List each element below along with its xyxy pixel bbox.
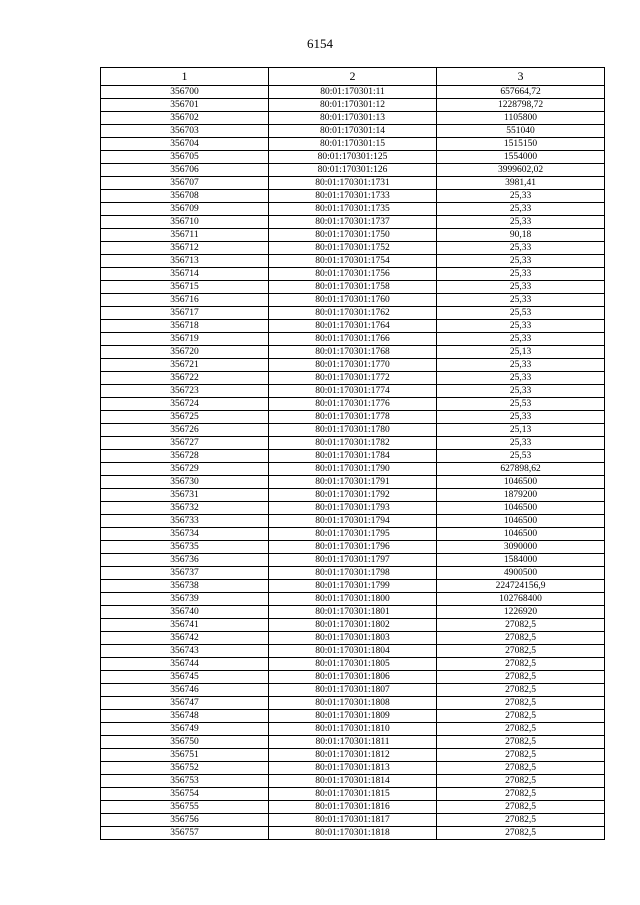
column-header-3: 3 (437, 68, 605, 86)
row-number-cell: 356751 (101, 749, 269, 762)
table-row (101, 203, 605, 216)
row-number-cell: 356757 (101, 827, 269, 840)
table-row (101, 86, 605, 99)
cadastral-number-cell: 80:01:170301:1756 (269, 268, 437, 281)
cadastral-number-cell: 80:01:170301:1772 (269, 372, 437, 385)
value-cell: 27082,5 (437, 671, 605, 684)
row-number-cell: 356708 (101, 190, 269, 203)
table-row (101, 346, 605, 359)
value-cell: 25,33 (437, 203, 605, 216)
value-cell: 25,33 (437, 437, 605, 450)
row-number-cell: 356756 (101, 814, 269, 827)
cadastral-number-cell: 80:01:170301:1793 (269, 502, 437, 515)
cadastral-number-cell: 80:01:170301:1800 (269, 593, 437, 606)
value-cell: 25,33 (437, 281, 605, 294)
row-number-cell: 356721 (101, 359, 269, 372)
row-number-cell: 356704 (101, 138, 269, 151)
cadastral-number-cell: 80:01:170301:1760 (269, 294, 437, 307)
cadastral-number-cell: 80:01:170301:1813 (269, 762, 437, 775)
row-number-cell: 356747 (101, 697, 269, 710)
cadastral-number-cell: 80:01:170301:1799 (269, 580, 437, 593)
table-row (101, 333, 605, 346)
value-cell: 25,33 (437, 333, 605, 346)
table-row (101, 372, 605, 385)
table-row (101, 255, 605, 268)
cadastral-number-cell: 80:01:170301:1798 (269, 567, 437, 580)
row-number-cell: 356700 (101, 86, 269, 99)
table-row (101, 164, 605, 177)
row-number-cell: 356720 (101, 346, 269, 359)
table-row (101, 450, 605, 463)
row-number-cell: 356724 (101, 398, 269, 411)
row-number-cell: 356733 (101, 515, 269, 528)
column-header-1: 1 (101, 68, 269, 86)
cadastral-number-cell: 80:01:170301:1752 (269, 242, 437, 255)
cadastral-number-cell: 80:01:170301:1815 (269, 788, 437, 801)
row-number-cell: 356739 (101, 593, 269, 606)
value-cell: 1554000 (437, 151, 605, 164)
value-cell: 27082,5 (437, 723, 605, 736)
table-row (101, 294, 605, 307)
value-cell: 25,53 (437, 398, 605, 411)
value-cell: 3999602,02 (437, 164, 605, 177)
cadastral-number-cell: 80:01:170301:1796 (269, 541, 437, 554)
table-row (101, 606, 605, 619)
value-cell: 627898,62 (437, 463, 605, 476)
table-row (101, 710, 605, 723)
cadastral-number-cell: 80:01:170301:1792 (269, 489, 437, 502)
value-cell: 27082,5 (437, 814, 605, 827)
row-number-cell: 356706 (101, 164, 269, 177)
table-row (101, 489, 605, 502)
cadastral-number-cell: 80:01:170301:1804 (269, 645, 437, 658)
value-cell: 25,33 (437, 190, 605, 203)
value-cell: 27082,5 (437, 775, 605, 788)
table-row (101, 801, 605, 814)
cadastral-number-cell: 80:01:170301:14 (269, 125, 437, 138)
table-row (101, 437, 605, 450)
row-number-cell: 356752 (101, 762, 269, 775)
table-row (101, 125, 605, 138)
table-row (101, 463, 605, 476)
value-cell: 25,33 (437, 372, 605, 385)
row-number-cell: 356702 (101, 112, 269, 125)
row-number-cell: 356722 (101, 372, 269, 385)
row-number-cell: 356730 (101, 476, 269, 489)
cadastral-number-cell: 80:01:170301:1782 (269, 437, 437, 450)
value-cell: 1226920 (437, 606, 605, 619)
row-number-cell: 356713 (101, 255, 269, 268)
table-row (101, 775, 605, 788)
value-cell: 25,53 (437, 307, 605, 320)
row-number-cell: 356701 (101, 99, 269, 112)
cadastral-number-cell: 80:01:170301:1816 (269, 801, 437, 814)
cadastral-number-cell: 80:01:170301:1770 (269, 359, 437, 372)
value-cell: 1584000 (437, 554, 605, 567)
cadastral-number-cell: 80:01:170301:1802 (269, 619, 437, 632)
cadastral-number-cell: 80:01:170301:1791 (269, 476, 437, 489)
row-number-cell: 356726 (101, 424, 269, 437)
value-cell: 27082,5 (437, 736, 605, 749)
row-number-cell: 356719 (101, 333, 269, 346)
value-cell: 1228798,72 (437, 99, 605, 112)
row-number-cell: 356712 (101, 242, 269, 255)
table-row (101, 177, 605, 190)
row-number-cell: 356714 (101, 268, 269, 281)
row-number-cell: 356737 (101, 567, 269, 580)
cadastral-number-cell: 80:01:170301:1810 (269, 723, 437, 736)
value-cell: 3090000 (437, 541, 605, 554)
cadastral-number-cell: 80:01:170301:1797 (269, 554, 437, 567)
row-number-cell: 356749 (101, 723, 269, 736)
cadastral-number-cell: 80:01:170301:1737 (269, 216, 437, 229)
value-cell: 1515150 (437, 138, 605, 151)
value-cell: 25,13 (437, 346, 605, 359)
cadastral-number-cell: 80:01:170301:1805 (269, 658, 437, 671)
cadastral-number-cell: 80:01:170301:1774 (269, 385, 437, 398)
cadastral-number-cell: 80:01:170301:126 (269, 164, 437, 177)
cadastral-number-cell: 80:01:170301:1768 (269, 346, 437, 359)
table-row (101, 151, 605, 164)
row-number-cell: 356732 (101, 502, 269, 515)
table-row (101, 593, 605, 606)
row-number-cell: 356731 (101, 489, 269, 502)
row-number-cell: 356734 (101, 528, 269, 541)
value-cell: 27082,5 (437, 697, 605, 710)
row-number-cell: 356716 (101, 294, 269, 307)
table-row (101, 216, 605, 229)
value-cell: 90,18 (437, 229, 605, 242)
row-number-cell: 356750 (101, 736, 269, 749)
cadastral-number-cell: 80:01:170301:1766 (269, 333, 437, 346)
cadastral-number-cell: 80:01:170301:1795 (269, 528, 437, 541)
value-cell: 25,33 (437, 411, 605, 424)
row-number-cell: 356707 (101, 177, 269, 190)
value-cell: 25,33 (437, 359, 605, 372)
cadastral-number-cell: 80:01:170301:1803 (269, 632, 437, 645)
table-row (101, 112, 605, 125)
value-cell: 27082,5 (437, 788, 605, 801)
table-row (101, 567, 605, 580)
row-number-cell: 356715 (101, 281, 269, 294)
cadastral-number-cell: 80:01:170301:1764 (269, 320, 437, 333)
row-number-cell: 356755 (101, 801, 269, 814)
value-cell: 1046500 (437, 515, 605, 528)
cadastral-number-cell: 80:01:170301:1811 (269, 736, 437, 749)
row-number-cell: 356729 (101, 463, 269, 476)
row-number-cell: 356748 (101, 710, 269, 723)
cadastral-number-cell: 80:01:170301:125 (269, 151, 437, 164)
row-number-cell: 356743 (101, 645, 269, 658)
value-cell: 1879200 (437, 489, 605, 502)
value-cell: 27082,5 (437, 684, 605, 697)
cadastral-number-cell: 80:01:170301:1784 (269, 450, 437, 463)
table-row (101, 190, 605, 203)
row-number-cell: 356738 (101, 580, 269, 593)
row-number-cell: 356723 (101, 385, 269, 398)
value-cell: 1105800 (437, 112, 605, 125)
row-number-cell: 356744 (101, 658, 269, 671)
table-body (101, 86, 605, 840)
table-row (101, 281, 605, 294)
table-row (101, 684, 605, 697)
cadastral-number-cell: 80:01:170301:1806 (269, 671, 437, 684)
row-number-cell: 356746 (101, 684, 269, 697)
row-number-cell: 356741 (101, 619, 269, 632)
cadastral-number-cell: 80:01:170301:1818 (269, 827, 437, 840)
page-number: 6154 (307, 36, 333, 51)
row-number-cell: 356740 (101, 606, 269, 619)
row-number-cell: 356718 (101, 320, 269, 333)
cadastral-number-cell: 80:01:170301:1762 (269, 307, 437, 320)
row-number-cell: 356711 (101, 229, 269, 242)
value-cell: 25,33 (437, 255, 605, 268)
table-row (101, 99, 605, 112)
cadastral-number-cell: 80:01:170301:1780 (269, 424, 437, 437)
value-cell: 25,33 (437, 294, 605, 307)
row-number-cell: 356710 (101, 216, 269, 229)
cadastral-number-cell: 80:01:170301:1778 (269, 411, 437, 424)
table-row (101, 411, 605, 424)
value-cell: 4900500 (437, 567, 605, 580)
cadastral-number-cell: 80:01:170301:1794 (269, 515, 437, 528)
table-row (101, 229, 605, 242)
row-number-cell: 356754 (101, 788, 269, 801)
value-cell: 27082,5 (437, 658, 605, 671)
row-number-cell: 356742 (101, 632, 269, 645)
cadastral-number-cell: 80:01:170301:11 (269, 86, 437, 99)
cadastral-number-cell: 80:01:170301:1776 (269, 398, 437, 411)
table-header-row (101, 68, 605, 86)
value-cell: 1046500 (437, 528, 605, 541)
table-row (101, 359, 605, 372)
table-row (101, 268, 605, 281)
cadastral-number-cell: 80:01:170301:13 (269, 112, 437, 125)
table-row (101, 658, 605, 671)
cadastral-number-cell: 80:01:170301:1808 (269, 697, 437, 710)
value-cell: 27082,5 (437, 710, 605, 723)
cadastral-number-cell: 80:01:170301:1790 (269, 463, 437, 476)
table-row (101, 502, 605, 515)
cadastral-number-cell: 80:01:170301:1754 (269, 255, 437, 268)
cadastral-number-cell: 80:01:170301:1814 (269, 775, 437, 788)
value-cell: 102768400 (437, 593, 605, 606)
row-number-cell: 356736 (101, 554, 269, 567)
row-number-cell: 356717 (101, 307, 269, 320)
cadastral-number-cell: 80:01:170301:1817 (269, 814, 437, 827)
table-row (101, 476, 605, 489)
table-row (101, 515, 605, 528)
table-row (101, 749, 605, 762)
table-row (101, 645, 605, 658)
table-row (101, 697, 605, 710)
cadastral-number-cell: 80:01:170301:1809 (269, 710, 437, 723)
value-cell: 27082,5 (437, 801, 605, 814)
row-number-cell: 356745 (101, 671, 269, 684)
row-number-cell: 356728 (101, 450, 269, 463)
cadastral-number-cell: 80:01:170301:1801 (269, 606, 437, 619)
cadastral-number-cell: 80:01:170301:1735 (269, 203, 437, 216)
table-row (101, 619, 605, 632)
row-number-cell: 356705 (101, 151, 269, 164)
row-number-cell: 356709 (101, 203, 269, 216)
value-cell: 224724156,9 (437, 580, 605, 593)
table-row (101, 762, 605, 775)
value-cell: 27082,5 (437, 827, 605, 840)
table-row (101, 385, 605, 398)
cadastral-number-cell: 80:01:170301:15 (269, 138, 437, 151)
table-row (101, 736, 605, 749)
cadastral-number-cell: 80:01:170301:1812 (269, 749, 437, 762)
value-cell: 25,53 (437, 450, 605, 463)
table-row (101, 541, 605, 554)
value-cell: 25,33 (437, 268, 605, 281)
table-row (101, 307, 605, 320)
row-number-cell: 356703 (101, 125, 269, 138)
value-cell: 25,33 (437, 385, 605, 398)
value-cell: 551040 (437, 125, 605, 138)
value-cell: 27082,5 (437, 762, 605, 775)
table-row (101, 138, 605, 151)
value-cell: 25,33 (437, 216, 605, 229)
table-row (101, 723, 605, 736)
value-cell: 1046500 (437, 502, 605, 515)
value-cell: 3981,41 (437, 177, 605, 190)
cadastral-number-cell: 80:01:170301:1731 (269, 177, 437, 190)
data-table (100, 67, 605, 840)
row-number-cell: 356753 (101, 775, 269, 788)
table-row (101, 528, 605, 541)
value-cell: 27082,5 (437, 619, 605, 632)
value-cell: 1046500 (437, 476, 605, 489)
value-cell: 27082,5 (437, 749, 605, 762)
table-row (101, 632, 605, 645)
row-number-cell: 356735 (101, 541, 269, 554)
cadastral-number-cell: 80:01:170301:1750 (269, 229, 437, 242)
table-row (101, 320, 605, 333)
column-header-2: 2 (269, 68, 437, 86)
value-cell: 25,33 (437, 320, 605, 333)
table-row (101, 580, 605, 593)
table-row (101, 788, 605, 801)
value-cell: 657664,72 (437, 86, 605, 99)
table-row (101, 398, 605, 411)
value-cell: 27082,5 (437, 645, 605, 658)
cadastral-number-cell: 80:01:170301:1807 (269, 684, 437, 697)
row-number-cell: 356727 (101, 437, 269, 450)
value-cell: 25,13 (437, 424, 605, 437)
table-row (101, 814, 605, 827)
value-cell: 25,33 (437, 242, 605, 255)
value-cell: 27082,5 (437, 632, 605, 645)
table-row (101, 424, 605, 437)
table-row (101, 554, 605, 567)
table-row (101, 242, 605, 255)
cadastral-number-cell: 80:01:170301:12 (269, 99, 437, 112)
table-row (101, 827, 605, 840)
row-number-cell: 356725 (101, 411, 269, 424)
table-row (101, 671, 605, 684)
cadastral-number-cell: 80:01:170301:1733 (269, 190, 437, 203)
cadastral-number-cell: 80:01:170301:1758 (269, 281, 437, 294)
